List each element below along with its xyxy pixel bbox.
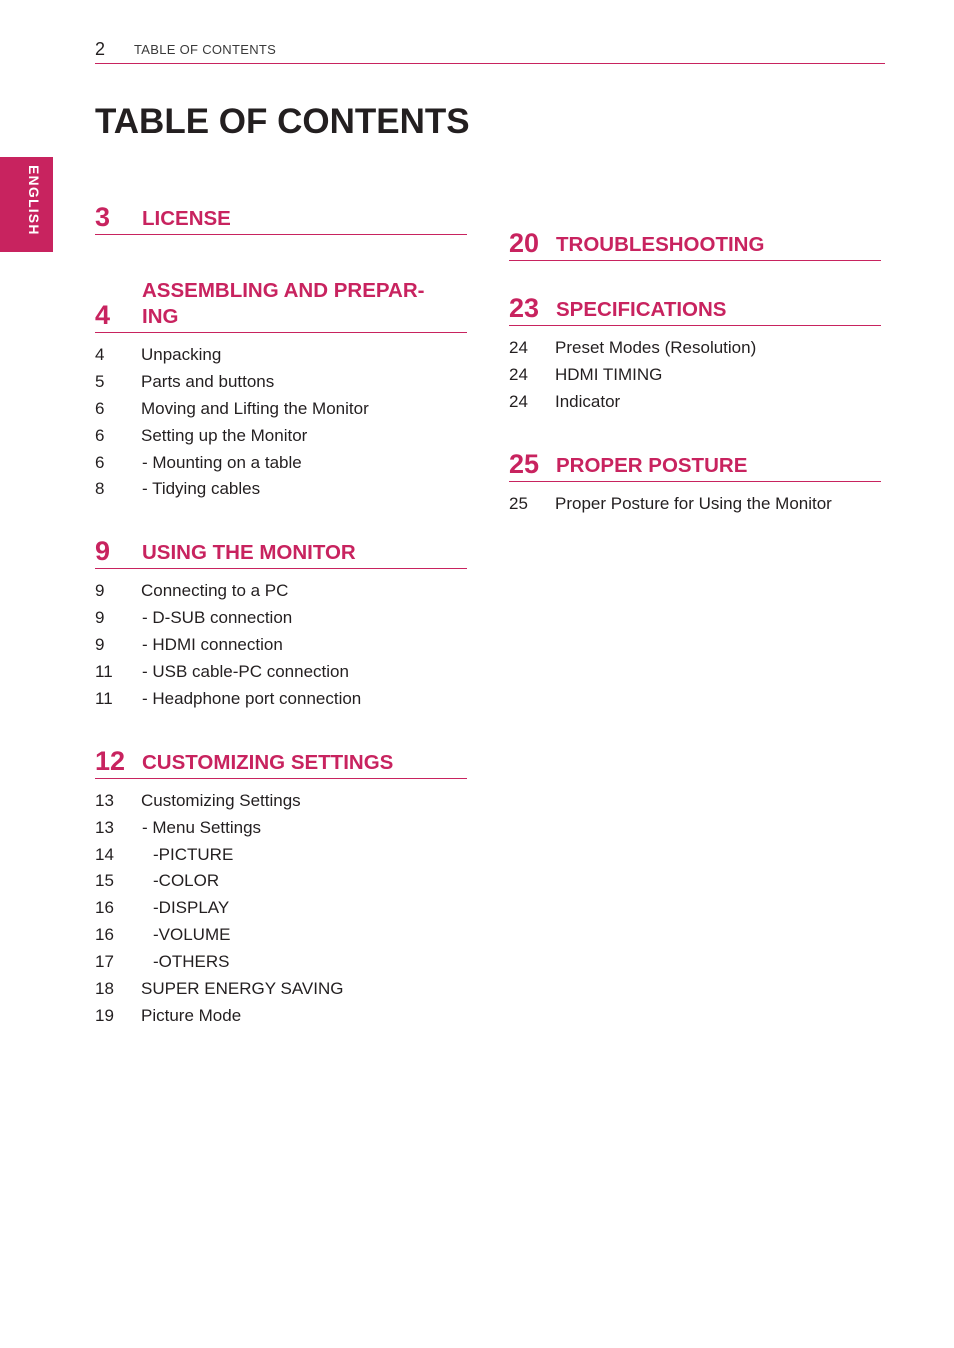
entry-page-number: 6 [95,425,105,445]
language-tab [0,157,53,252]
entry-title: HDMI TIMING [555,364,663,384]
toc-entry[interactable] [509,364,881,391]
section-title-line: ASSEMBLING AND PREPAR- [142,279,425,302]
toc-right-column [509,228,881,520]
entry-page-number: 9 [95,581,105,601]
entry-page-number: 8 [95,479,105,499]
toc-entry-list [95,569,467,714]
section-number: 12 [95,745,126,776]
page-number: 2 [95,39,106,59]
toc-entry[interactable] [95,951,467,978]
entry-title: Proper Posture for Using the Monitor [555,493,832,513]
section-title: SPECIFICATIONS [556,298,727,321]
section-number: 9 [95,536,111,567]
toc-entry[interactable] [95,870,467,897]
toc-section [509,228,881,261]
section-heading[interactable] [95,536,467,569]
toc-entry-list [509,482,881,520]
section-title: LICENSE [142,207,231,230]
entry-page-number: 24 [509,391,528,411]
entry-title: -DISPLAY [153,898,230,918]
section-title [142,278,467,332]
entry-page-number: 4 [95,345,105,364]
section-title: USING THE MONITOR [142,541,356,565]
entry-title: - Tidying cables [142,479,261,499]
toc-section [95,202,467,235]
toc-entry[interactable] [95,607,467,634]
toc-entry[interactable] [95,634,467,661]
toc-entry[interactable] [95,1005,467,1032]
entry-title: - D-SUB connection [142,608,293,628]
toc-entry[interactable] [95,371,467,398]
entry-page-number: 9 [95,635,105,655]
entry-title: Connecting to a PC [141,581,289,601]
toc-section [95,745,467,1032]
toc-entry[interactable] [95,478,467,505]
entry-page-number: 19 [95,1005,114,1025]
entry-page-number: 6 [95,452,105,472]
toc-left-column [95,202,467,1032]
page-header [95,38,885,64]
toc-entry[interactable] [95,978,467,1005]
toc-entry[interactable] [95,398,467,425]
section-number: 4 [95,300,111,330]
toc-entry[interactable] [95,452,467,479]
entry-title: Preset Modes (Resolution) [555,338,757,357]
toc-entry[interactable] [95,425,467,452]
entry-title: -OTHERS [153,952,230,972]
section-title: CUSTOMIZING SETTINGS [142,750,394,774]
toc-entry-list [95,333,467,505]
entry-title: Parts and buttons [141,371,275,391]
entry-page-number: 6 [95,398,105,418]
running-title: TABLE OF CONTENTS [134,42,277,57]
toc-entry[interactable] [509,391,881,418]
entry-page-number: 17 [95,952,114,972]
toc-entry[interactable] [95,790,467,817]
toc-entry[interactable] [95,844,467,871]
entry-title: Indicator [555,391,621,411]
toc-section [95,536,467,714]
toc-entry[interactable] [509,337,881,364]
section-number: 3 [95,202,111,232]
entry-title: Moving and Lifting the Monitor [141,398,369,418]
section-title: TROUBLESHOOTING [556,233,765,256]
entry-title: -COLOR [153,871,220,891]
language-tab-label: ENGLISH [26,165,42,236]
section-heading[interactable] [95,745,467,779]
entry-title: - Headphone port connection [142,688,362,708]
entry-page-number: 16 [95,898,114,918]
toc-entry[interactable] [95,688,467,715]
toc-section [509,448,881,520]
section-heading[interactable] [95,278,467,333]
toc-entry[interactable] [95,924,467,951]
section-heading[interactable] [509,228,881,261]
entry-title: - Menu Settings [142,817,262,837]
page-title: TABLE OF CONTENTS [95,102,470,141]
section-title: PROPER POSTURE [556,453,748,477]
toc-entry[interactable] [95,661,467,688]
entry-page-number: 13 [95,790,114,810]
toc-entry[interactable] [95,344,467,371]
entry-title: SUPER ENERGY SAVING [141,979,344,999]
entry-title: Customizing Settings [141,790,301,810]
toc-entry-list [509,326,881,418]
entry-page-number: 24 [509,338,528,357]
section-number: 20 [509,228,540,258]
entry-page-number: 13 [95,817,114,837]
section-heading[interactable] [509,448,881,482]
entry-page-number: 24 [509,364,528,384]
entry-title: - HDMI connection [142,635,283,655]
entry-page-number: 11 [95,662,113,682]
entry-title: - Mounting on a table [142,452,302,472]
entry-title: -PICTURE [153,844,234,864]
entry-title: Unpacking [141,345,222,364]
section-heading[interactable] [509,293,881,326]
toc-entry[interactable] [95,817,467,844]
entry-page-number: 14 [95,844,114,864]
toc-entry[interactable] [95,897,467,924]
entry-page-number: 11 [95,688,113,708]
entry-page-number: 9 [95,608,105,628]
entry-title: Picture Mode [141,1005,242,1025]
entry-title: Setting up the Monitor [141,425,308,445]
entry-page-number: 15 [95,871,114,891]
entry-page-number: 5 [95,371,105,391]
section-number: 25 [509,448,540,479]
section-number: 23 [509,293,540,323]
toc-entry[interactable] [95,580,467,607]
entry-title: -VOLUME [153,925,231,945]
section-title-line: ING [142,305,179,328]
entry-page-number: 25 [509,493,528,513]
toc-section [509,293,881,418]
entry-page-number: 18 [95,979,114,999]
toc-entry-list [95,779,467,1032]
toc-section [95,278,467,505]
entry-title: - USB cable-PC connection [142,662,349,682]
entry-page-number: 16 [95,925,114,945]
toc-entry[interactable] [509,493,881,520]
section-heading[interactable] [95,202,467,235]
